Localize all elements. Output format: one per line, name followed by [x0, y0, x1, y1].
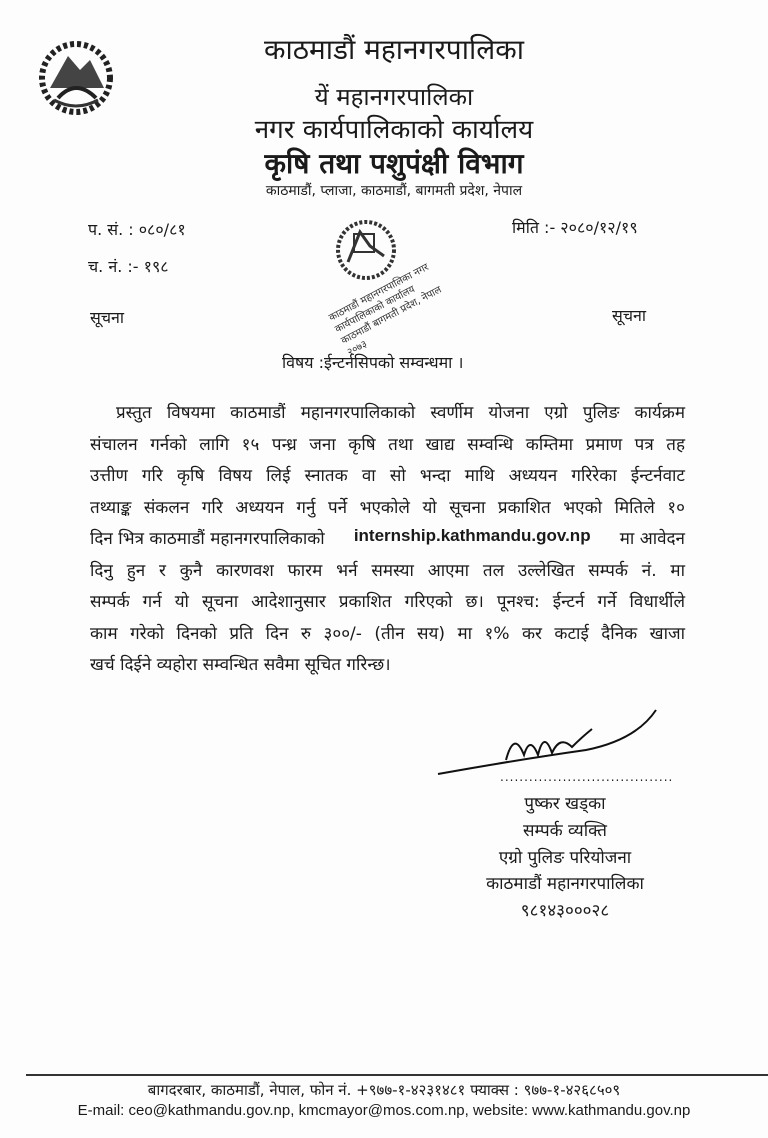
- body-line: तथ्याङ्क संकलन गरि अध्ययन गर्नु पर्ने भएकोले यो सूचना प्रकाशित भएको मितिले १०: [90, 498, 685, 518]
- subject: विषय :ईन्टर्नसिपको सम्वन्धमा ।: [282, 353, 464, 372]
- body-line: [90, 526, 685, 549]
- footer-address: बागदरबार, काठमाडौं, नेपाल, फोन नं. +९७७-१-४२३१४८१ फ्याक्स : ९७७-१-४२६८५०९: [147, 1081, 621, 1099]
- office-stamp: [318, 212, 458, 362]
- body-line: खर्च दिईने व्यहोरा सम्वन्धित सवैमा सूचित गरिन्छ।: [90, 655, 391, 675]
- handwritten-signature: [436, 700, 661, 780]
- signature-dotted-line: ....................................: [500, 770, 674, 784]
- body-text: दिन भित्र काठमाडौं महानगरपालिकाको: [90, 529, 325, 549]
- body-line: काम गरेको दिनको प्रति दिन रु ३००/- (तीन सय) मा १% कर कटाई दैनिक खाजा: [90, 624, 685, 644]
- signatory-phone: ९८१४३०००२८: [520, 901, 610, 921]
- body-line: सम्पर्क गर्न यो सूचना आदेशानुसार प्रकाशित गरिएको छ। पूनश्च: ईन्टर्न गर्ने विधार्थीले: [90, 592, 685, 612]
- footer-contact: E-mail: ceo@kathmandu.gov.np, kmcmayor@mos.com.np, website: www.kathmandu.gov.np: [77, 1102, 691, 1119]
- dispatch-number: च. नं. :- १९८: [88, 257, 169, 276]
- signatory-org: काठमाडौं महानगरपालिका: [486, 874, 644, 894]
- letter-number: प. सं. : ०८०/८१: [88, 220, 186, 239]
- office-address: काठमाडौं, प्लाजा, काठमाडौं, बागमती प्रदेश, नेपाल: [265, 183, 523, 199]
- department-name: कृषि तथा पशुपंक्षी विभाग: [264, 147, 524, 180]
- org-name: काठमाडौं महानगरपालिका: [264, 33, 524, 66]
- internship-url[interactable]: internship.kathmandu.gov.np: [353, 526, 591, 545]
- body-text: मा आवेदन: [619, 529, 685, 549]
- office-name: नगर कार्यपालिकाको कार्यालय: [254, 115, 534, 145]
- body-line: प्रस्तुत विषयमा काठमाडौं महानगरपालिकाको स्वर्णीम योजना एग्रो पुलिङ कार्यक्रम: [116, 403, 685, 423]
- stamp-text: काठमाडौं महानगरपालिका नगर कार्यपालिकाको कार्यालय काठमाडौं बागमती प्रदेश, नेपाल २०७३: [327, 261, 444, 359]
- notice-label-right: सूचना: [612, 306, 647, 325]
- body-line: संचालन गर्नको लागि १५ पन्ध्र जना कृषि तथा खाद्य सम्वन्धि कम्तिमा प्रमाण पत्र तह: [90, 435, 685, 455]
- body-line: उत्तीण गरि कृषि विषय लिई स्नातक वा सो भन्दा माथि अध्ययन गरिरेका ईन्टर्नवाट: [90, 466, 685, 486]
- signatory-project: एग्रो पुलिङ परियोजना: [498, 848, 632, 868]
- signatory-name: पुष्कर खड्का: [524, 794, 606, 814]
- org-name-stylized: यें महानगरपालिका: [314, 83, 474, 111]
- notice-label-left: सूचना: [90, 308, 125, 327]
- date: मिति :- २०८०/१२/१९: [512, 218, 638, 237]
- body-line: दिनु हुन र कुनै कारणवश फारम भर्न समस्या आएमा तल उल्लेखित सम्पर्क नं. मा: [90, 561, 685, 581]
- signatory-role: सम्पर्क व्यक्ति: [523, 821, 607, 841]
- footer-divider: [26, 1074, 768, 1076]
